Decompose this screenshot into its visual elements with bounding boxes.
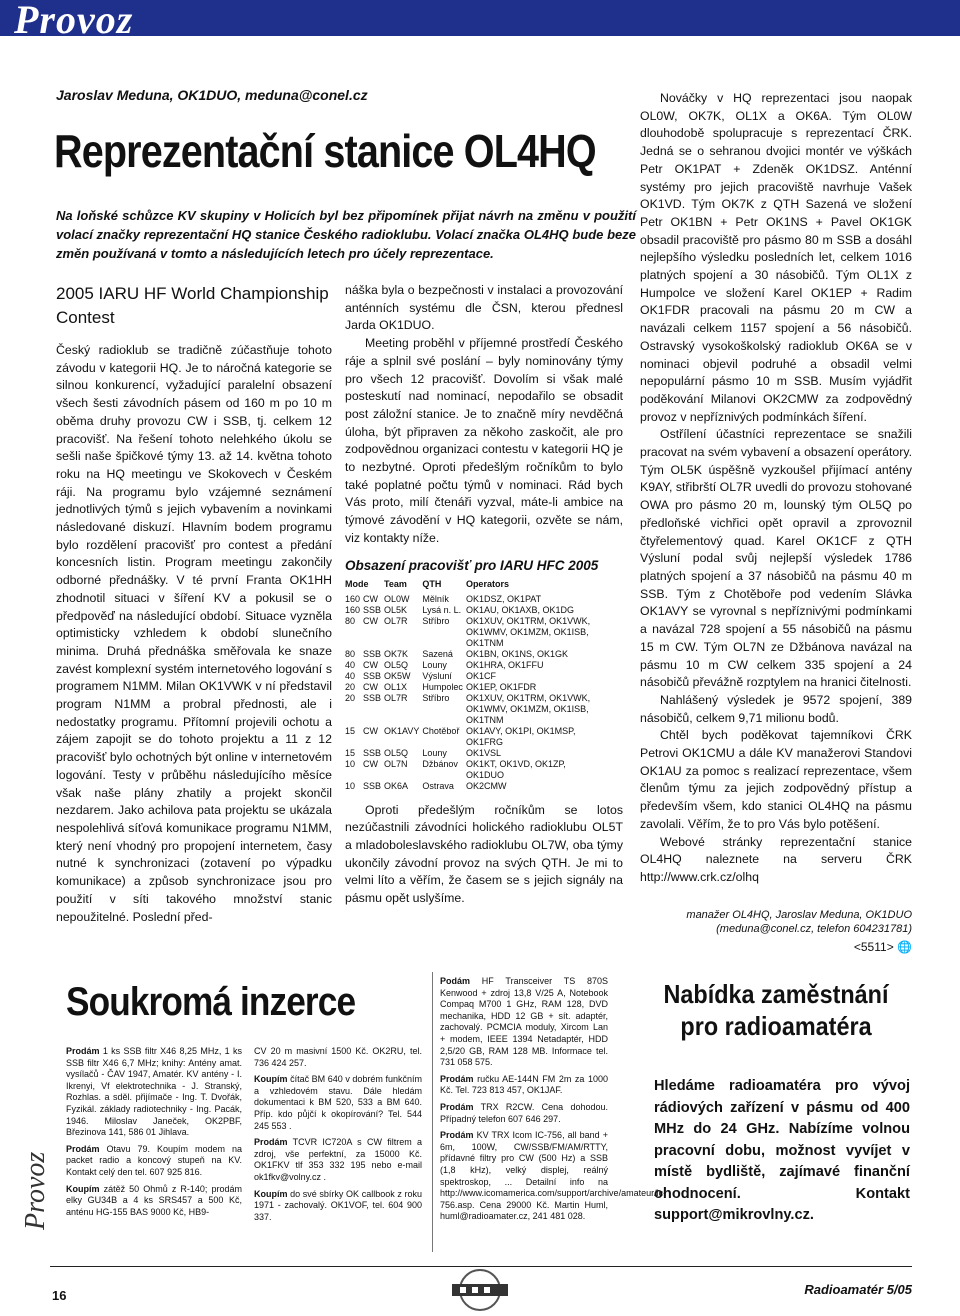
operators-cell: OK1XUV, OK1TRM, OK1VWK, OK1WMV, OK1MZM, OK1ISB, OK1TNM: [465, 615, 591, 648]
qth-cell: Stříbro: [422, 615, 450, 626]
paragraph: Český radioklub se tradičně zúčastňuje tohoto závodu v kategorii HQ. Je to náročná kategorie se silnou konkurencí, vyžadující paralelní obsazení všech šesti závodních pásem od 160 m po 10 m oběma druhy provozu CW i SSB, tj. celkem 12 pracovišť. Na řešení tohoto nelehkého úkolu se sešli naše špičkové týmy 13. až 14. května tohoto roku na HQ meetingu ve Skokovech v Českém ráji. Na programu bylo vzájemné seznámení jednotlivých týmů s jejich vybavením a novinkami následované diskuzí. Hlavním bodem programu bylo rozdělení pracovišť pro contest a předání koncesních listin. Program meetingu zakončily odborné přednášky. V té první Franta OK1HH zhodnotil situaci v šíření KV a pokusil se o předpověď na následující období. Situace vyzněla optimisticky vzhledem k období slunečního minima. Druhá přednáška směřovala ke snaze zavést komplexní systém internetového logování s programem N1MM. Milan OK1VWK v ní představil program N1MM a probral přednosti, ale i nedostatky programu. Přítomní projevili ochotu a zájem zapojit se do tohoto projektu a 11 z 12 pracovišť bylo ochotných být online v internetovém logování. Testy v průběhu následujícího měsíce však naše plány zhatily a projekt skončil nezdarem. Jako achilova pata projektu se ukázala nespolehlivá síťová komunikace programu N1MM, který není vhodný pro propojení internetem, časy nutné k synchronizaci (zotavení po výpadku komunikace) a způsob synchronizace jsou pro použití v síti takového množství stanic nepoužitelné. Poslední před-: [56, 343, 332, 924]
qth-cell: Louny: [422, 747, 447, 758]
operators-cell: OK1CF: [465, 670, 496, 681]
ads-title: Soukromá inzerce: [66, 980, 356, 1024]
ad-keyword: Koupím: [254, 1074, 288, 1085]
band-cell: 10: [345, 758, 356, 769]
band-cell: 20: [345, 681, 356, 692]
ad-text: TCVR IC720A s CW filtrem a zdroj, vše perfektní, za 15000 Kč. OK1FKV tlf 353 332 195 nebo e-mail ok1fkv@volny.cz .: [254, 1137, 422, 1182]
operators-cell: OK1KT, OK1VD, OK1ZP, OK1DUO: [465, 758, 566, 780]
signature: manažer OL4HQ, Jaroslav Meduna, OK1DUO (meduna@conel.cz, telefon 604231781): [686, 909, 912, 935]
mode-cell: CW: [363, 659, 379, 670]
paragraph: Oproti předešlým ročníkům se lotos nezúčastnili závodníci holického radioklubu OL5T a mladoboleslavského radioklubu OL7W, oba týmy ukončily závodní provoz na svých QTH. Je mi to velmi líto a věřím, že časem se s jejich signály na pásmu opět uslyšíme.: [345, 802, 623, 906]
mode-cell: CW: [363, 758, 379, 769]
job-ad-title: Nabídka zaměstnání pro radioamatéra: [663, 979, 889, 1041]
ad-text: čítač BM 640 v dobrém funkčním a vzhledovém stavu. Dále hledám dokumentaci k BM 520, 533 a BM 640. Příp. kdo půjčí k okopírování? Tel. 544 245 553 .: [254, 1074, 422, 1131]
magazine-logo: [440, 1268, 520, 1312]
article-author: Jaroslav Meduna, OK1DUO, meduna@conel.cz: [56, 87, 368, 103]
ads-column-b: [254, 1046, 422, 1228]
ad-item: [440, 1130, 667, 1223]
mode-cell: SSB: [363, 670, 382, 681]
table-row: [345, 616, 599, 649]
mode-cell: SSB: [363, 780, 382, 791]
operators-cell: OK1HRA, OK1FFU: [465, 659, 544, 670]
paragraph: Meeting proběhl v příjemné prostředí Českého ráje a splnil své poslání – byly nominovány týmy pro všech 12 pracovišť. Dovolím si však malé posteskutí nad nominací, nepodařilo se obsadit post záložní stanice. Je to značně míry nevděčná úloha, být připraven za někoho zaskočit, ale pro zodpovědnou organizaci contestu v kategorii HQ je to nezbytné. Oproti předešlým ročníkům to bylo také poplatné počtu týmů v nominaci. Rád bych Vás proto, milí čtenáři vyzval, máte-li ambice na týmové závodění v HQ kategorii, ozvěte se nám, viz kontakty níže.: [345, 336, 623, 545]
ad-text: zátěž 50 Ohmů z R-140; prodám elky GU34B a 4 ks SRS457 a 500 Kč, anténu HG-155 BAS 9000 Kč, HB9-: [66, 1183, 242, 1217]
table-row: [345, 649, 599, 660]
band-cell: 160: [345, 604, 361, 615]
footer-divider: [50, 1266, 912, 1267]
ad-item: [440, 976, 608, 1069]
ad-item: [254, 1074, 422, 1132]
ad-keyword: Prodám: [66, 1046, 100, 1056]
qth-cell: Humpolec: [422, 681, 463, 692]
band-cell: 160: [345, 593, 361, 604]
paragraph: Webové stránky reprezentační stanice OL4HQ naleznete na serveru ČRK http://www.crk.cz/olhq: [640, 834, 912, 884]
band-cell: 15: [345, 725, 356, 736]
ad-keyword: Podám: [440, 976, 471, 986]
ad-text: HF Transceiver TS 870S Kenwood + zdroj 13,8 V/25 A, Notebook Compaq M700 1 GHz, RAM 128, DVD mechanika, HDD 12 GB + sít. adaptér, zachovalý. PCMCIA moduly, Xircom Lan + modem, IEEE 1394 Netadaptér, HDD 2,5/20 GB, RAM 128 MB. Informace tel. 731 058 575.: [440, 976, 608, 1068]
magazine-title: Radioamatér 5/05: [804, 1282, 912, 1297]
ad-text: 1 ks SSB filtr X46 8,25 MHz, 1 ks SSB filtr X46 6,7 MHz; knihy: Antény amat. vysílačů - ČAV 1947, Amatér. KV antény - I. Ikrenyi, Vf elektrotechnika - J. Stranský, Rozhlas. a sděl. přijímače - Ing. T. Dvořák, Fyzikál. základy radiotechniky - Ing. Pacák, 1946. Miloslav Janeček, OK2PBF, Březinova 141, 586 01 Jihlava.: [66, 1046, 242, 1138]
qth-cell: Ostrava: [422, 780, 454, 791]
operators-cell: OK1AU, OK1AXB, OK1DG: [465, 604, 574, 615]
ad-item: [66, 1046, 242, 1139]
table-row: [345, 693, 599, 726]
table-row: [345, 682, 599, 693]
operators-cell: OK1BN, OK1NS, OK1GK: [465, 648, 568, 659]
ad-item: [66, 1144, 242, 1179]
ad-keyword: Prodám: [440, 1101, 474, 1112]
team-cell: OK1AVY: [384, 725, 420, 736]
ad-keyword: Prodám: [440, 1130, 474, 1141]
column-2: [345, 282, 623, 908]
paragraph: Nahlášený výsledek je 9572 spojení, 389 násobičů, celkem 9,71 milionu bodů.: [640, 692, 912, 725]
qth-cell: Sazená: [422, 648, 453, 659]
qth-cell: Lysá n. L.: [422, 604, 462, 615]
operators-cell: OK1EP, OK1FDR: [465, 681, 537, 692]
ads-divider: [432, 972, 433, 1252]
article-lead: Na loňské schůzce KV skupiny v Holicích byl bez připomínek přijat návrh na změnu v použití volací značky reprezentační HQ stanice Českého radioklubu. Volací značka OL4HQ bude beze změn používaná v tomto a následujících letech pro účely reprezentace.: [56, 208, 636, 261]
mode-cell: SSB: [363, 604, 382, 615]
team-cell: OL1X: [384, 681, 408, 692]
header-bar: [0, 0, 960, 36]
header-operators: Operators: [465, 578, 509, 589]
stations-table-title: Obsazení pracovišť pro IARU HFC 2005: [345, 557, 599, 573]
team-cell: OL7R: [384, 615, 408, 626]
table-row: [345, 781, 599, 792]
ad-keyword: Koupím: [254, 1188, 288, 1199]
paragraph: náška byla o bezpečnosti v instalaci a provozování anténních systému dle ČSN, kterou přednesl Jarda OK1DUO.: [345, 283, 623, 333]
header-mode: Mode: [345, 578, 369, 589]
job-ad-body: Hledáme radioamatéra pro vývoj rádiových zařízení v pásmu od 400 MHz do 24 GHz. Nabízíme volnou pracovní dobu, možnost vyvíjet v místě bydliště, zajímavé finanční ohodnocení. Kontakt support@mikrovlny.cz.: [654, 1078, 910, 1223]
team-cell: OK6A: [384, 780, 409, 791]
table-row: [345, 748, 599, 759]
ad-item: [440, 1074, 608, 1097]
table-row: [345, 594, 599, 605]
ad-keyword: Prodám: [254, 1137, 288, 1148]
table-row: [345, 759, 599, 781]
ad-keyword: Prodám: [66, 1143, 100, 1154]
ad-text: CV 20 m masivní 1500 Kč. OK2RU, tel. 736 424 257.: [254, 1046, 422, 1068]
team-cell: OK7K: [384, 648, 409, 659]
mode-cell: SSB: [363, 747, 382, 758]
band-cell: 40: [345, 670, 356, 681]
mode-cell: CW: [363, 681, 379, 692]
qth-cell: Louny: [422, 659, 447, 670]
mode-cell: CW: [363, 615, 379, 626]
ad-item: [66, 1184, 242, 1219]
ads-column-a: [66, 1046, 242, 1223]
team-cell: OL5Q: [384, 747, 409, 758]
table-row: [345, 605, 599, 616]
ad-item: [254, 1189, 422, 1224]
mode-cell: SSB: [363, 648, 382, 659]
operators-cell: OK1XUV, OK1TRM, OK1VWK, OK1WMV, OK1MZM, OK1ISB, OK1TNM: [465, 692, 591, 725]
article-title: Reprezentační stanice OL4HQ: [54, 125, 596, 177]
column-3: [640, 90, 912, 887]
paragraph: Chtěl bych poděkovat tajemníkovi ČRK Petrovi OK1CMU a dále KV manažerovi Standovi OK1AU za pomoc s realizací reprezentace, všem členům týmu za jejich zodpovědný přístup a především všem, kdo stanici OL4HQ na pásmu zavolali. Věřím, že to pro Vás bylo potěšení.: [640, 728, 912, 831]
band-cell: 80: [345, 648, 356, 659]
paragraph: Ostřílení účastníci reprezentace se snažili pracovat na svém vybavení a obsazení operátory. Tým OL5K úspěšně vyzkoušel přijímací antény K9AY, střibrští OL7R uvedli do provozu stohované OWA pro pásmo 20 m, lounský tým OL5Q po předloňské vichřici opět opravil a zprovoznil čtyřelementový quad. Karel OK1CF z QTH Výsluní podal svůj nejlepší výsledek 1786 platných spojení a 37 násobičů na pásmu 40 m SSB. Tým z Chotěboře pod vedením Slávka OK1AVY se vyrovnal s nepříznivými podmínkami a navázal 728 spojení a 55 násobičů na pásmu 15 m CW. Tým OL7N ze Džbánova navázal na pásmu 10 m CW celkem 335 spojení a 24 násobičů převážně rozptylem na hranici čitelnosti.: [640, 427, 912, 690]
qth-cell: Stříbro: [422, 692, 450, 703]
ad-item: [440, 1102, 608, 1125]
mode-cell: CW: [363, 593, 379, 604]
band-cell: 80: [345, 615, 356, 626]
band-cell: 10: [345, 780, 356, 791]
ad-text: KV TRX Icom IC-756, all band + 6m, 100W, CW/SSB/FM/AM/RTTY, přídavné filtry pro CW (500 Hz) a SSB (1,8 kHz), velký displej, reálný spektroskop, ... Detailní info na http://www.icomamerica.com/support/archive/amateur/ic-756.asp. Cena 29000 Kč. Martin Huml, huml@radioamater.cz, 241 481 028.: [440, 1130, 667, 1222]
team-cell: OL7N: [384, 758, 408, 769]
team-cell: OL7R: [384, 692, 408, 703]
reader-code: [780, 940, 912, 954]
table-row: [345, 726, 599, 748]
mode-cell: CW: [363, 725, 379, 736]
qth-cell: Výsluní: [422, 670, 452, 681]
ad-text: do své sbírky OK callbook z roku 1971 - zachovalý. OK1VOF, tel. 604 900 337.: [254, 1188, 422, 1222]
column-1: [56, 342, 332, 926]
ad-text: ručku AE-144N FM 2m za 1000 Kč. Tel. 723 813 457, OK1JAF.: [440, 1073, 608, 1096]
operators-cell: OK1VSL: [465, 747, 501, 758]
section-title: Provoz: [14, 0, 134, 42]
team-cell: OL5K: [384, 604, 408, 615]
ad-keyword: Prodám: [440, 1073, 474, 1084]
ads-column-c: [440, 976, 667, 1228]
ad-item: [254, 1046, 422, 1069]
paragraph: Nováčky v HQ reprezentaci jsou naopak OL0W, OK7K, OL1X a OK6A. Tým OL0W dlouhodobě spolupracuje s reprezentací ČRK. Jedná se o sehranou dvojici montér ve výškách Petr OK1PAT + Zdeněk OK1DSZ. Anténní systémy pro jejich pracoviště navrhuje Vašek OK1VD. Tým OK7K z QTH Sazená ve složení Petr OK1BN + Petr OK1NS + Pavel OK1GK obsadil pracoviště pro pásmo 80 m SSB a dosáhl nejlepšího výsledku posledních let, celkem 1016 platných spojení a 30 násobičů. Tým OL1X z Humpolce ve složení Karel OK1EP + Radim OK1FDR pracovali na pásmu 20 m CW a navázali celkem 1157 spojení a 56 násobičů. Ostravský vysokoškolský radioklub OK6A se v nominaci objevil podruhé a obsadil velmi nepopulární pásmo 10 m SSB. Musím vyjádřit poděkování Milanovi OK2CMW za zodpovědný provoz v nepříznivých podmínkách šíření.: [640, 91, 912, 424]
header-team: Team: [384, 578, 407, 589]
band-cell: 15: [345, 747, 356, 758]
band-cell: 40: [345, 659, 356, 670]
page-number: 16: [52, 1288, 67, 1303]
table-row: [345, 660, 599, 671]
side-section-label: Provoz: [20, 1151, 51, 1230]
globe-icon: 🌐: [897, 940, 912, 954]
qth-cell: Mělník: [422, 593, 449, 604]
ad-item: [254, 1137, 422, 1183]
team-cell: OK5W: [384, 670, 411, 681]
operators-cell: OK1AVY, OK1PI, OK1MSP, OK1FRG: [465, 725, 576, 747]
ad-keyword: Koupím: [66, 1183, 100, 1194]
mode-cell: SSB: [363, 692, 382, 703]
operators-cell: OK1DSZ, OK1PAT: [465, 593, 542, 604]
article-subhead: 2005 IARU HF World Championship Contest: [56, 284, 329, 327]
ad-text: TRX R2CW. Cena dohodou. Případný telefon 607 646 297.: [440, 1101, 608, 1124]
team-cell: OL0W: [384, 593, 410, 604]
operators-cell: OK2CMW: [465, 780, 507, 791]
header-qth: QTH: [422, 578, 442, 589]
qth-cell: Chotěboř: [422, 725, 460, 736]
ad-text: Otavu 79. Koupím modem na packet radio a koncový stupeň na KV. Kontakt celý den tel. 607 925 816.: [66, 1143, 242, 1177]
band-cell: 20: [345, 692, 356, 703]
stations-table: [345, 579, 599, 792]
qth-cell: Džbánov: [422, 758, 458, 769]
code-text: <5511>: [853, 940, 894, 954]
team-cell: OL5Q: [384, 659, 409, 670]
table-header-row: [345, 579, 599, 594]
table-row: [345, 671, 599, 682]
